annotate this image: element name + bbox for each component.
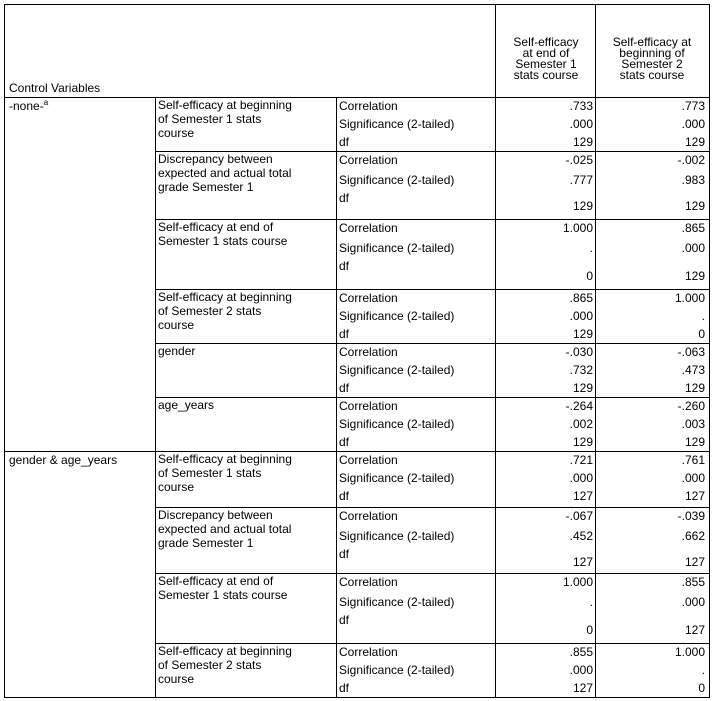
significance-value: .000 <box>681 595 705 609</box>
significance-value: . <box>701 663 705 677</box>
significance-value: .662 <box>681 529 705 543</box>
df-value: 129 <box>572 135 593 149</box>
column-header-se-end-sem1: Self-efficacy at end of Semester 1 stats course <box>513 35 579 82</box>
correlation-value: -.030 <box>565 345 593 359</box>
group-divider <box>5 451 709 452</box>
significance-value: .002 <box>569 417 593 431</box>
df-value: 129 <box>684 435 705 449</box>
variable-name: of Semester 1 stats <box>158 112 262 126</box>
stat-label-significance: Significance (2-tailed) <box>339 471 455 485</box>
df-value: 0 <box>698 327 705 341</box>
df-value: 127 <box>684 555 705 569</box>
variable-name: of Semester 1 stats <box>158 466 262 480</box>
significance-value: .000 <box>681 471 705 485</box>
column-divider <box>495 5 496 697</box>
stat-label-correlation: Correlation <box>339 221 398 235</box>
correlation-value: -.260 <box>677 399 705 413</box>
significance-value: .473 <box>681 363 705 377</box>
df-value: 129 <box>684 135 705 149</box>
stat-label-significance: Significance (2-tailed) <box>339 241 455 255</box>
stat-label-significance: Significance (2-tailed) <box>339 529 455 543</box>
stat-label-df: df <box>339 613 350 627</box>
stat-label-df: df <box>339 191 350 205</box>
stat-label-df: df <box>339 489 350 503</box>
row-divider <box>155 397 709 398</box>
variable-name: of Semester 2 stats <box>158 658 262 672</box>
stat-label-correlation: Correlation <box>339 153 398 167</box>
variable-name: course <box>158 672 195 686</box>
stat-label-significance: Significance (2-tailed) <box>339 309 455 323</box>
correlation-value: .773 <box>681 99 705 113</box>
df-value: 129 <box>684 269 705 283</box>
correlation-value: .761 <box>681 453 705 467</box>
correlation-value: .855 <box>681 575 705 589</box>
column-header-se-begin-sem2: Self-efficacy at beginning of Semester 2 stats course <box>612 35 692 82</box>
variable-name: Self-efficacy at beginning <box>158 290 292 304</box>
significance-value: .983 <box>681 173 705 187</box>
variable-name: grade Semester 1 <box>158 536 254 550</box>
correlation-value: 1.000 <box>562 575 593 589</box>
significance-value: .003 <box>681 417 705 431</box>
variable-name: Discrepancy between <box>158 152 273 166</box>
significance-value: .000 <box>569 309 593 323</box>
significance-value: .000 <box>681 241 705 255</box>
significance-value: .000 <box>569 117 593 131</box>
variable-name: course <box>158 480 195 494</box>
correlation-value: -.025 <box>565 153 593 167</box>
variable-name: gender <box>158 344 196 358</box>
correlation-value: 1.000 <box>562 221 593 235</box>
significance-value: . <box>589 241 593 255</box>
variable-name: Self-efficacy at end of <box>158 574 274 588</box>
variable-name: course <box>158 318 195 332</box>
correlation-value: .855 <box>569 645 593 659</box>
df-value: 127 <box>572 555 593 569</box>
variable-name: course <box>158 126 195 140</box>
header-divider <box>5 97 709 98</box>
correlation-value: .733 <box>569 99 593 113</box>
correlation-value: -.002 <box>677 153 705 167</box>
stat-label-df: df <box>339 381 350 395</box>
stat-label-df: df <box>339 259 350 273</box>
stat-label-significance: Significance (2-tailed) <box>339 663 455 677</box>
variable-name: Self-efficacy at beginning <box>158 452 292 466</box>
stat-label-correlation: Correlation <box>339 453 398 467</box>
row-divider <box>155 343 709 344</box>
df-value: 129 <box>572 199 593 213</box>
stat-label-df: df <box>339 135 350 149</box>
stat-label-df: df <box>339 681 350 695</box>
df-value: 0 <box>586 269 593 283</box>
stat-label-correlation: Correlation <box>339 291 398 305</box>
significance-value: .000 <box>681 117 705 131</box>
stat-label-df: df <box>339 435 350 449</box>
stat-label-correlation: Correlation <box>339 575 398 589</box>
df-value: 127 <box>572 489 593 503</box>
variable-name: expected and actual total <box>158 166 292 180</box>
column-divider <box>595 5 596 697</box>
variable-name: age_years <box>158 398 215 412</box>
stat-label-correlation: Correlation <box>339 345 398 359</box>
significance-value: . <box>701 309 705 323</box>
significance-value: .452 <box>569 529 593 543</box>
stat-label-significance: Significance (2-tailed) <box>339 173 455 187</box>
variable-name: Semester 1 stats course <box>158 588 288 602</box>
stat-label-correlation: Correlation <box>339 399 398 413</box>
stat-label-correlation: Correlation <box>339 509 398 523</box>
variable-name: grade Semester 1 <box>158 180 254 194</box>
df-value: 0 <box>698 681 705 695</box>
correlation-value: .865 <box>681 221 705 235</box>
variable-name: Self-efficacy at beginning <box>158 98 292 112</box>
significance-value: . <box>589 595 593 609</box>
stat-label-significance: Significance (2-tailed) <box>339 595 455 609</box>
correlation-value: .721 <box>569 453 593 467</box>
df-value: 129 <box>572 381 593 395</box>
stat-label-significance: Significance (2-tailed) <box>339 117 455 131</box>
significance-value: .777 <box>569 173 593 187</box>
variable-name: Self-efficacy at beginning <box>158 644 292 658</box>
df-value: 129 <box>572 327 593 341</box>
control-group-label: gender & age_years <box>9 453 118 467</box>
correlation-value: -.067 <box>565 509 593 523</box>
df-value: 129 <box>684 381 705 395</box>
correlation-value: -.264 <box>565 399 593 413</box>
variable-name: Discrepancy between <box>158 508 273 522</box>
stat-label-significance: Significance (2-tailed) <box>339 363 455 377</box>
footnote-marker: a <box>43 98 49 107</box>
control-variables-header: Control Variables <box>9 81 101 95</box>
stat-label-df: df <box>339 327 350 341</box>
df-value: 127 <box>684 623 705 637</box>
correlation-value: -.063 <box>677 345 705 359</box>
significance-value: .000 <box>569 471 593 485</box>
correlation-value: 1.000 <box>674 291 705 305</box>
correlations-table <box>4 4 710 698</box>
df-value: 127 <box>572 681 593 695</box>
correlation-value: -.039 <box>677 509 705 523</box>
stat-label-significance: Significance (2-tailed) <box>339 417 455 431</box>
df-value: 129 <box>572 435 593 449</box>
df-value: 127 <box>684 489 705 503</box>
stat-label-correlation: Correlation <box>339 645 398 659</box>
variable-name: Self-efficacy at end of <box>158 220 274 234</box>
df-value: 0 <box>586 623 593 637</box>
df-value: 129 <box>684 199 705 213</box>
variable-name: expected and actual total <box>158 522 292 536</box>
correlation-value: 1.000 <box>674 645 705 659</box>
stat-label-df: df <box>339 547 350 561</box>
variable-name: of Semester 2 stats <box>158 304 262 318</box>
stat-label-correlation: Correlation <box>339 99 398 113</box>
correlation-value: .865 <box>569 291 593 305</box>
control-group-label: -none-$^a$ <box>9 98 49 113</box>
significance-value: .732 <box>569 363 593 377</box>
variable-name: Semester 1 stats course <box>158 234 288 248</box>
significance-value: .000 <box>569 663 593 677</box>
